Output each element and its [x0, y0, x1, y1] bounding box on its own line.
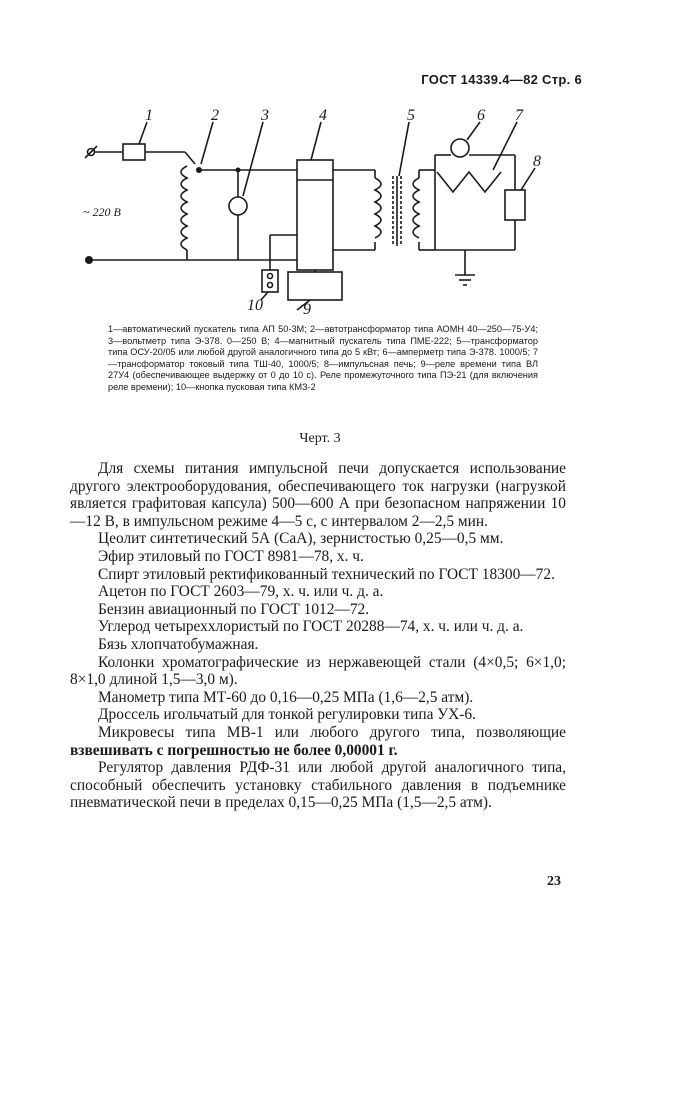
- label-3: 3: [261, 107, 269, 124]
- magnetic-starter: [297, 160, 333, 270]
- paragraph: Для схемы питания импульсной печи допускается использование другого электрооборудования, обеспечивающего ток нагрузки (нагрузкой является графитовая капсула) 500—600 А при безопасном напряжении 10—12 В, в импульсном режиме 4—5 с, с интервалом 2—2,5 мин.: [70, 460, 566, 530]
- current-transformer: [437, 172, 501, 192]
- figure-title: Черт. 3: [299, 431, 341, 446]
- voltmeter: [229, 197, 247, 215]
- paragraph-part: Микровесы типа МВ-1 или любого другого типа, позволяющие: [98, 723, 566, 741]
- label-10: 10: [247, 297, 263, 314]
- voltage-label: ~ 220 В: [83, 205, 121, 219]
- impulse-furnace: [505, 190, 525, 220]
- body-text: [70, 460, 566, 812]
- label-4: 4: [319, 107, 327, 124]
- ammeter: [451, 139, 469, 157]
- label-1: 1: [145, 107, 153, 124]
- paragraph: Ацетон по ГОСТ 2603—79, х. ч. или ч. д. а.: [98, 583, 384, 601]
- label-7: 7: [515, 107, 523, 124]
- autotransformer-coil: [181, 166, 187, 250]
- page-number: 23: [547, 874, 561, 889]
- paragraph: Углерод четыреххлористый по ГОСТ 20288—74, х. ч. или ч. д. а.: [98, 618, 524, 636]
- paragraph: Колонки хроматографические из нержавеющей стали (4×0,5; 6×1,0; 8×1,0 длиной 1,5—3,0 м).: [70, 653, 566, 689]
- paragraph: [70, 724, 566, 759]
- paragraph: Спирт этиловый ректификованный технический по ГОСТ 18300—72.: [98, 565, 555, 583]
- time-relay: [288, 272, 342, 300]
- paragraph-part-bold: взвешивать с погрешностью не более 0,00001 г.: [70, 741, 398, 759]
- figure-caption: 1—автоматический пускатель типа АП 50-3М; 2—автотрансформатор типа АОМН 40—250—75-У4; 3—вольтметр типа Э-378. 0—250 В; 4—магнитный пускатель типа ПМЕ-222; 5—трансформатор типа ОСУ-20/05 или любой другой аналогичного типа до 5 кВт; 6—амперметр типа Э-378. 1000/5; 7—трансформатор токовый типа ТШ-40, 1000/5; 8—импульсная печь; 9—реле времени типа ВЛ 27У4 (обеспечивающее выдержку от 0 до 10 с). Реле промежуточного типа ПЭ-21 (для включения реле времени); 10—кнопка пусковая типа КМЗ-2: [108, 324, 538, 392]
- page-header: ГОСТ 14339.4—82 Стр. 6: [421, 72, 582, 87]
- paragraph: Дроссель игольчатый для тонкой регулировки типа УХ-6.: [98, 706, 476, 724]
- circuit-diagram: [75, 100, 545, 330]
- paragraph: Эфир этиловый по ГОСТ 8981—78, х. ч.: [98, 547, 364, 565]
- paragraph: Цеолит синтетический 5А (СаА), зернистостью 0,25—0,5 мм.: [98, 530, 504, 548]
- paragraph: Бензин авиационный по ГОСТ 1012—72.: [98, 600, 370, 618]
- automatic-starter: [123, 144, 145, 160]
- label-8: 8: [533, 153, 541, 170]
- transformer-primary: [375, 178, 381, 238]
- paragraph: Манометр типа МТ-60 до 0,16—0,25 МПа (1,6—2,5 атм).: [98, 688, 474, 706]
- paragraph: Регулятор давления РДФ-31 или любой другой аналогичного типа, способный обеспечить установку стабильного давления в подъемнике пневматической печи в пределах 0,15—0,25 МПа (1,5—2,5 атм).: [70, 759, 566, 812]
- transformer-secondary: [413, 178, 419, 238]
- label-9: 9: [303, 301, 311, 318]
- paragraph: Бязь хлопчатобумажная.: [98, 635, 259, 653]
- label-2: 2: [211, 107, 219, 124]
- label-5: 5: [407, 107, 415, 124]
- label-6: 6: [477, 107, 485, 124]
